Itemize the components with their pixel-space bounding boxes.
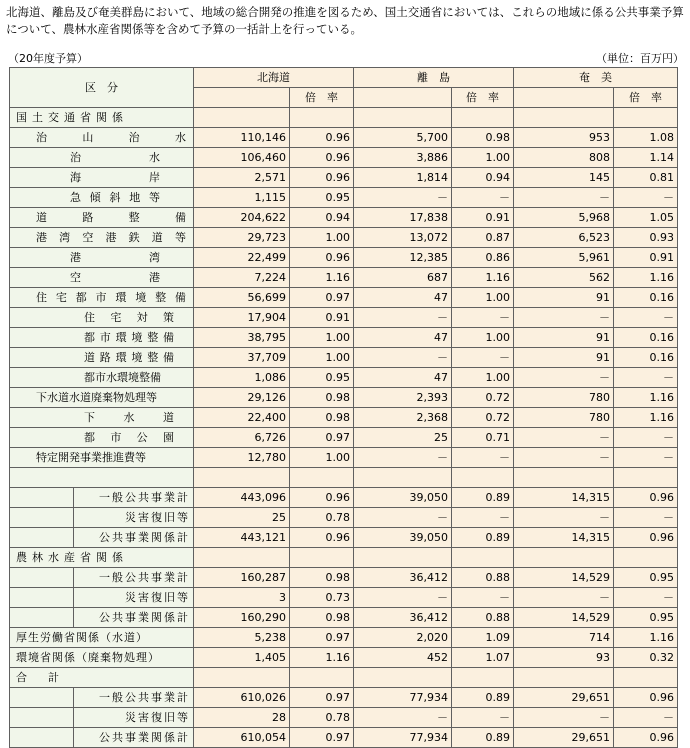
table-row bbox=[10, 108, 678, 128]
row-label: 災害復旧等 bbox=[74, 708, 194, 728]
ratio-cell: 1.16 bbox=[290, 268, 354, 288]
amount-cell: － bbox=[514, 308, 614, 328]
table-row bbox=[10, 448, 678, 468]
table-row bbox=[10, 348, 678, 368]
amount-cell: 12,780 bbox=[194, 448, 290, 468]
amount-cell bbox=[514, 668, 614, 688]
ratio-cell bbox=[614, 108, 678, 128]
row-label: 下 水 道 bbox=[10, 408, 194, 428]
ratio-cell: 0.98 bbox=[452, 128, 514, 148]
amount-cell: 6,523 bbox=[514, 228, 614, 248]
amount-cell: 714 bbox=[514, 628, 614, 648]
ratio-cell: 0.16 bbox=[614, 348, 678, 368]
amount-cell: － bbox=[514, 188, 614, 208]
amount-cell: 2,571 bbox=[194, 168, 290, 188]
ratio-cell: 1.16 bbox=[614, 628, 678, 648]
row-label: 一般公共事業計 bbox=[74, 488, 194, 508]
ratio-cell: 0.95 bbox=[614, 568, 678, 588]
amount-cell: 29,126 bbox=[194, 388, 290, 408]
ratio-cell bbox=[290, 668, 354, 688]
separator-cell bbox=[10, 468, 194, 488]
amount-cell: － bbox=[514, 448, 614, 468]
amount-cell: 39,050 bbox=[354, 488, 452, 508]
row-label: 一般公共事業計 bbox=[74, 688, 194, 708]
amount-cell: 17,838 bbox=[354, 208, 452, 228]
ratio-cell: － bbox=[614, 708, 678, 728]
amount-cell bbox=[514, 108, 614, 128]
ratio-cell: 0.72 bbox=[452, 388, 514, 408]
amount-cell: － bbox=[514, 708, 614, 728]
amount-cell: 1,115 bbox=[194, 188, 290, 208]
table-row bbox=[10, 688, 678, 708]
amount-cell: 145 bbox=[514, 168, 614, 188]
table-row bbox=[10, 548, 678, 568]
amount-cell: － bbox=[354, 188, 452, 208]
ratio-cell: 0.73 bbox=[290, 588, 354, 608]
amount-cell: 77,934 bbox=[354, 728, 452, 748]
table-row bbox=[10, 208, 678, 228]
separator-cell bbox=[452, 468, 514, 488]
amount-cell: 29,723 bbox=[194, 228, 290, 248]
separator-cell bbox=[614, 468, 678, 488]
amount-cell: － bbox=[354, 308, 452, 328]
amount-cell: 14,529 bbox=[514, 568, 614, 588]
row-label: 合 計 bbox=[10, 668, 194, 688]
separator-cell bbox=[194, 468, 290, 488]
amount-cell: 1,086 bbox=[194, 368, 290, 388]
ratio-cell: 1.00 bbox=[452, 288, 514, 308]
row-label: 空 港 bbox=[10, 268, 194, 288]
amount-cell bbox=[514, 548, 614, 568]
row-label: 道 路 環 境 整 備 bbox=[10, 348, 194, 368]
ratio-cell: 0.91 bbox=[452, 208, 514, 228]
amount-cell: 28 bbox=[194, 708, 290, 728]
amount-cell: 3 bbox=[194, 588, 290, 608]
row-indent-cell bbox=[10, 608, 74, 628]
amount-cell: 5,968 bbox=[514, 208, 614, 228]
ratio-cell bbox=[290, 108, 354, 128]
ratio-cell: 0.72 bbox=[452, 408, 514, 428]
amount-cell: － bbox=[354, 348, 452, 368]
ratio-cell: 1.16 bbox=[614, 268, 678, 288]
row-label: 下水道水道廃棄物処理等 bbox=[10, 388, 194, 408]
ratio-cell: － bbox=[452, 448, 514, 468]
ratio-cell: 0.97 bbox=[290, 628, 354, 648]
ratio-cell: 1.00 bbox=[452, 368, 514, 388]
amount-cell bbox=[354, 108, 452, 128]
table-row bbox=[10, 568, 678, 588]
table-row bbox=[10, 648, 678, 668]
row-label: 公共事業関係計 bbox=[74, 608, 194, 628]
budget-table bbox=[9, 67, 678, 748]
amount-cell: 29,651 bbox=[514, 688, 614, 708]
amount-cell: 77,934 bbox=[354, 688, 452, 708]
ratio-cell: － bbox=[452, 348, 514, 368]
table-row bbox=[10, 128, 678, 148]
row-label: 住 宅 都 市 環 境 整 備 bbox=[10, 288, 194, 308]
ratio-cell: 1.14 bbox=[614, 148, 678, 168]
amount-cell: 25 bbox=[354, 428, 452, 448]
table-body bbox=[10, 68, 678, 748]
row-label: 都 市 環 境 整 備 bbox=[10, 328, 194, 348]
ratio-cell: 0.71 bbox=[452, 428, 514, 448]
row-indent-cell bbox=[10, 488, 74, 508]
row-indent-cell bbox=[10, 708, 74, 728]
ratio-cell: 0.97 bbox=[290, 428, 354, 448]
amount-cell: － bbox=[354, 588, 452, 608]
amount-cell bbox=[194, 548, 290, 568]
ratio-cell bbox=[614, 668, 678, 688]
ratio-cell: 1.05 bbox=[614, 208, 678, 228]
amount-cell: 5,961 bbox=[514, 248, 614, 268]
amount-cell: 562 bbox=[514, 268, 614, 288]
ratio-cell: － bbox=[452, 188, 514, 208]
header-hokkaido: 北海道 bbox=[194, 68, 354, 88]
ratio-cell: － bbox=[614, 428, 678, 448]
amount-cell: 5,238 bbox=[194, 628, 290, 648]
ratio-cell: － bbox=[452, 508, 514, 528]
ratio-cell: 0.96 bbox=[614, 688, 678, 708]
header-row-1 bbox=[10, 68, 678, 88]
ratio-cell: 0.96 bbox=[614, 728, 678, 748]
amount-cell: 110,146 bbox=[194, 128, 290, 148]
intro-text: 北海道、離島及び奄美群島において、地域の総合開発の推進を図るため、国土交通省においては、これらの地域に係る公共事業予算について、農林水産省関係等を含めて予算の一括計上を行っている。 bbox=[6, 5, 684, 36]
amount-cell: 443,121 bbox=[194, 528, 290, 548]
row-label: 治 山 治 水 bbox=[10, 128, 194, 148]
ratio-cell: 0.96 bbox=[290, 488, 354, 508]
ratio-cell bbox=[452, 548, 514, 568]
amount-cell: 12,385 bbox=[354, 248, 452, 268]
table-row bbox=[10, 388, 678, 408]
amount-cell: 14,529 bbox=[514, 608, 614, 628]
table-row bbox=[10, 228, 678, 248]
row-indent-cell bbox=[10, 568, 74, 588]
amount-cell: － bbox=[354, 508, 452, 528]
row-label: 治 水 bbox=[10, 148, 194, 168]
amount-cell: 91 bbox=[514, 288, 614, 308]
amount-cell: 47 bbox=[354, 328, 452, 348]
amount-cell: 2,393 bbox=[354, 388, 452, 408]
ratio-cell: 1.16 bbox=[614, 408, 678, 428]
ratio-cell bbox=[452, 668, 514, 688]
table-row bbox=[10, 188, 678, 208]
row-label: 都市水環境整備 bbox=[10, 368, 194, 388]
row-label: 公共事業関係計 bbox=[74, 728, 194, 748]
ratio-cell: － bbox=[614, 308, 678, 328]
amount-cell: 36,412 bbox=[354, 608, 452, 628]
ratio-cell: 0.95 bbox=[614, 608, 678, 628]
separator-cell bbox=[354, 468, 452, 488]
row-label: 急 傾 斜 地 等 bbox=[10, 188, 194, 208]
ratio-cell: 0.98 bbox=[290, 608, 354, 628]
ratio-cell: 0.78 bbox=[290, 708, 354, 728]
amount-cell: － bbox=[514, 428, 614, 448]
ratio-cell: － bbox=[452, 588, 514, 608]
amount-cell: 160,290 bbox=[194, 608, 290, 628]
row-label: 特定開発事業推進費等 bbox=[10, 448, 194, 468]
ratio-cell: 0.98 bbox=[290, 568, 354, 588]
ratio-cell: 0.96 bbox=[290, 248, 354, 268]
amount-cell bbox=[354, 548, 452, 568]
row-indent-cell bbox=[10, 588, 74, 608]
ratio-cell: 0.96 bbox=[290, 168, 354, 188]
ratio-cell: － bbox=[614, 508, 678, 528]
table-row bbox=[10, 248, 678, 268]
row-label: 港 湾 bbox=[10, 248, 194, 268]
amount-cell bbox=[194, 668, 290, 688]
header-ratio-amami: 倍 率 bbox=[614, 88, 678, 108]
table-row bbox=[10, 268, 678, 288]
amount-cell: 7,224 bbox=[194, 268, 290, 288]
ratio-cell: 0.97 bbox=[290, 728, 354, 748]
ratio-cell: 0.89 bbox=[452, 488, 514, 508]
table-row bbox=[10, 488, 678, 508]
amount-cell: 36,412 bbox=[354, 568, 452, 588]
amount-cell: － bbox=[514, 508, 614, 528]
row-label: 住 宅 対 策 bbox=[10, 308, 194, 328]
ratio-cell: 1.00 bbox=[290, 348, 354, 368]
ratio-cell bbox=[614, 548, 678, 568]
header-amami: 奄 美 bbox=[514, 68, 678, 88]
unit-note: （単位：百万円） bbox=[596, 52, 684, 65]
ratio-cell: 0.89 bbox=[452, 728, 514, 748]
amount-cell: 25 bbox=[194, 508, 290, 528]
row-label: 公共事業関係計 bbox=[74, 528, 194, 548]
amount-cell: 204,622 bbox=[194, 208, 290, 228]
table-row bbox=[10, 408, 678, 428]
table-row bbox=[10, 148, 678, 168]
amount-cell: 39,050 bbox=[354, 528, 452, 548]
amount-cell: 1,405 bbox=[194, 648, 290, 668]
amount-cell: 610,054 bbox=[194, 728, 290, 748]
ratio-cell: － bbox=[614, 368, 678, 388]
amount-cell bbox=[354, 668, 452, 688]
table-row bbox=[10, 668, 678, 688]
ratio-cell: 0.95 bbox=[290, 368, 354, 388]
ratio-cell: 0.78 bbox=[290, 508, 354, 528]
amount-cell: 2,020 bbox=[354, 628, 452, 648]
table-row bbox=[10, 288, 678, 308]
ratio-cell: 0.97 bbox=[290, 688, 354, 708]
amount-cell: 91 bbox=[514, 348, 614, 368]
ratio-cell: 0.96 bbox=[290, 128, 354, 148]
row-label: 海 岸 bbox=[10, 168, 194, 188]
table-row bbox=[10, 168, 678, 188]
ratio-cell: 1.07 bbox=[452, 648, 514, 668]
ratio-cell: 0.98 bbox=[290, 408, 354, 428]
amount-cell: 780 bbox=[514, 408, 614, 428]
ratio-cell: 0.98 bbox=[290, 388, 354, 408]
ratio-cell: 0.88 bbox=[452, 568, 514, 588]
amount-cell: 6,726 bbox=[194, 428, 290, 448]
ratio-cell: 0.88 bbox=[452, 608, 514, 628]
amount-cell: 106,460 bbox=[194, 148, 290, 168]
ratio-cell: 0.32 bbox=[614, 648, 678, 668]
amount-cell: 14,315 bbox=[514, 528, 614, 548]
table-row bbox=[10, 708, 678, 728]
amount-cell: － bbox=[354, 708, 452, 728]
ratio-cell: 0.86 bbox=[452, 248, 514, 268]
amount-cell: 687 bbox=[354, 268, 452, 288]
amount-cell: 22,400 bbox=[194, 408, 290, 428]
amount-cell: 808 bbox=[514, 148, 614, 168]
ratio-cell: － bbox=[614, 588, 678, 608]
row-label: 一般公共事業計 bbox=[74, 568, 194, 588]
ratio-cell: 1.00 bbox=[452, 148, 514, 168]
amount-cell: 93 bbox=[514, 648, 614, 668]
ratio-cell: 0.93 bbox=[614, 228, 678, 248]
amount-cell: 37,709 bbox=[194, 348, 290, 368]
ratio-cell: 0.87 bbox=[452, 228, 514, 248]
header-ratio-hokkaido: 倍 率 bbox=[290, 88, 354, 108]
ratio-cell: － bbox=[452, 308, 514, 328]
ratio-cell: 0.81 bbox=[614, 168, 678, 188]
row-label: 災害復旧等 bbox=[74, 588, 194, 608]
table-row bbox=[10, 528, 678, 548]
table-row bbox=[10, 588, 678, 608]
amount-cell: 160,287 bbox=[194, 568, 290, 588]
table-row bbox=[10, 508, 678, 528]
header-category: 区 分 bbox=[10, 68, 194, 108]
table-row bbox=[10, 368, 678, 388]
ratio-cell: 0.97 bbox=[290, 288, 354, 308]
table-row bbox=[10, 428, 678, 448]
ratio-cell: 1.00 bbox=[290, 328, 354, 348]
ratio-cell bbox=[452, 108, 514, 128]
ratio-cell: 0.94 bbox=[290, 208, 354, 228]
amount-cell: － bbox=[354, 448, 452, 468]
ratio-cell: 0.94 bbox=[452, 168, 514, 188]
amount-cell: 1,814 bbox=[354, 168, 452, 188]
row-indent-cell bbox=[10, 528, 74, 548]
table-row bbox=[10, 628, 678, 648]
table-row bbox=[10, 308, 678, 328]
header-ritou: 離 島 bbox=[354, 68, 514, 88]
row-label: 都 市 公 園 bbox=[10, 428, 194, 448]
amount-cell: － bbox=[514, 368, 614, 388]
amount-cell: 22,499 bbox=[194, 248, 290, 268]
ratio-cell: 0.16 bbox=[614, 288, 678, 308]
ratio-cell: 0.89 bbox=[452, 688, 514, 708]
separator-cell bbox=[514, 468, 614, 488]
ratio-cell: 1.00 bbox=[452, 328, 514, 348]
amount-cell: 3,886 bbox=[354, 148, 452, 168]
amount-cell: 38,795 bbox=[194, 328, 290, 348]
ratio-cell: 0.96 bbox=[290, 528, 354, 548]
ratio-cell: 0.96 bbox=[614, 528, 678, 548]
amount-cell: 56,699 bbox=[194, 288, 290, 308]
amount-cell: 17,904 bbox=[194, 308, 290, 328]
separator-row bbox=[10, 468, 678, 488]
amount-cell: 780 bbox=[514, 388, 614, 408]
amount-cell: 13,072 bbox=[354, 228, 452, 248]
ratio-cell: 0.96 bbox=[614, 488, 678, 508]
amount-cell: － bbox=[514, 588, 614, 608]
row-label: 農林水産省関係 bbox=[10, 548, 194, 568]
ratio-cell: 0.95 bbox=[290, 188, 354, 208]
ratio-cell: － bbox=[452, 708, 514, 728]
row-label: 国土交通省関係 bbox=[10, 108, 194, 128]
amount-cell bbox=[194, 108, 290, 128]
header-ratio-ritou: 倍 率 bbox=[452, 88, 514, 108]
amount-cell: 47 bbox=[354, 368, 452, 388]
table-row bbox=[10, 328, 678, 348]
ratio-cell: 1.16 bbox=[452, 268, 514, 288]
budget-year-note: （20年度予算） bbox=[8, 52, 88, 65]
ratio-cell: － bbox=[614, 448, 678, 468]
row-indent-cell bbox=[10, 688, 74, 708]
amount-cell: 953 bbox=[514, 128, 614, 148]
row-label: 道 路 整 備 bbox=[10, 208, 194, 228]
ratio-cell: 1.00 bbox=[290, 448, 354, 468]
row-label: 災害復旧等 bbox=[74, 508, 194, 528]
ratio-cell: － bbox=[614, 188, 678, 208]
table-row bbox=[10, 608, 678, 628]
ratio-cell: 1.16 bbox=[614, 388, 678, 408]
row-label: 厚生労働省関係（水道） bbox=[10, 628, 194, 648]
row-label: 環境省関係（廃棄物処理） bbox=[10, 648, 194, 668]
row-indent-cell bbox=[10, 508, 74, 528]
amount-cell: 14,315 bbox=[514, 488, 614, 508]
ratio-cell: 0.16 bbox=[614, 328, 678, 348]
ratio-cell: 0.91 bbox=[614, 248, 678, 268]
ratio-cell bbox=[290, 548, 354, 568]
amount-cell: 443,096 bbox=[194, 488, 290, 508]
ratio-cell: 1.09 bbox=[452, 628, 514, 648]
amount-cell: 47 bbox=[354, 288, 452, 308]
amount-cell: 452 bbox=[354, 648, 452, 668]
ratio-cell: 0.89 bbox=[452, 528, 514, 548]
amount-cell: 91 bbox=[514, 328, 614, 348]
amount-cell: 2,368 bbox=[354, 408, 452, 428]
ratio-cell: 1.00 bbox=[290, 228, 354, 248]
separator-cell bbox=[290, 468, 354, 488]
ratio-cell: 1.08 bbox=[614, 128, 678, 148]
ratio-cell: 1.16 bbox=[290, 648, 354, 668]
amount-cell: 29,651 bbox=[514, 728, 614, 748]
amount-cell: 610,026 bbox=[194, 688, 290, 708]
row-label: 港 湾 空 港 鉄 道 等 bbox=[10, 228, 194, 248]
ratio-cell: 0.91 bbox=[290, 308, 354, 328]
amount-cell: 5,700 bbox=[354, 128, 452, 148]
ratio-cell: 0.96 bbox=[290, 148, 354, 168]
